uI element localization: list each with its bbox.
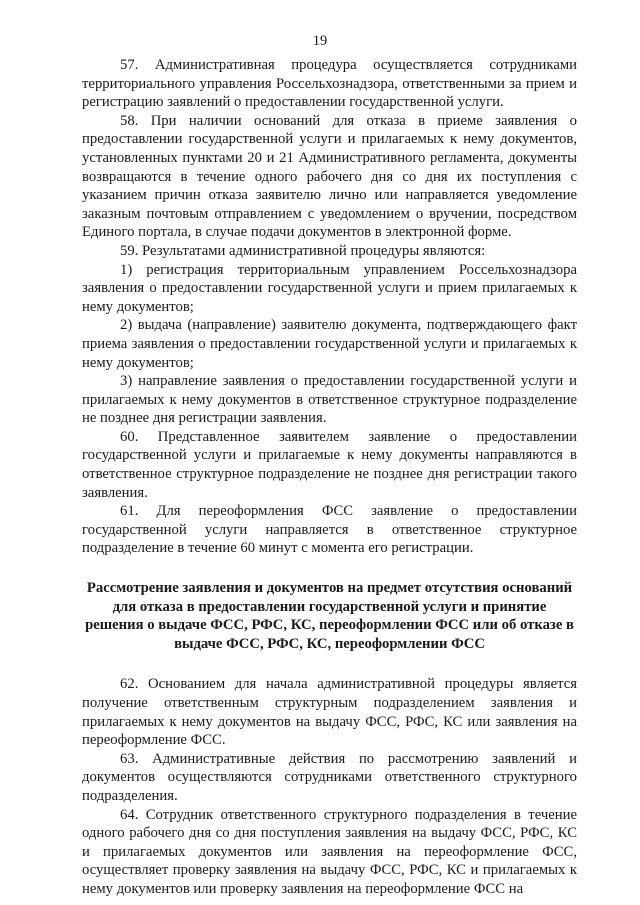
paragraph-64: 64. Сотрудник ответственного структурного подразделения в течение одного рабочего дня со дня поступления заявления на выдачу ФСС, РФС, КС и прилагаемых документов или заявления на переоформление ФСС, осуществляет проверку заявления на выдачу ФСС, РФС, КС и прилагаемых к нему документов или проверку заявления на переоформление ФСС на xyxy=(82,806,577,897)
paragraph-59-item-3: 3) направление заявления о предоставлении государственной услуги и прилагаемых к нему документов в ответственное структурное подразделение не позднее дня регистрации заявления. xyxy=(82,373,577,427)
paragraph-63: 63. Административные действия по рассмотрению заявлений и документов осуществляются сотрудниками ответственного структурного подразделения. xyxy=(82,750,577,804)
paragraph-57: 57. Административная процедура осуществляется сотрудниками территориального управления Россельхознадзора, ответственными за прием и регистрацию заявлений о предоставлении государственной услуги. xyxy=(82,57,577,111)
paragraph-58: 58. При наличии оснований для отказа в приеме заявления о предоставлении государственной услуги и прилагаемых к нему документов, установленных пунктами 20 и 21 Административного регламента, документы возвращаются в течение одного рабочего дня со дня их поступления с указанием причин отказа заявителю лично или направляется уведомление заказным почтовым отправлением с уведомлением о вручении, посредством Единого портала, в случае подачи документов в электронной форме. xyxy=(82,112,577,241)
paragraph-59-item-2: 2) выдача (направление) заявителю документа, подтверждающего факт приема заявления о предоставлении государственной услуги и прилагаемых к нему документов; xyxy=(82,317,577,371)
paragraph-60: 60. Представленное заявителем заявление о предоставлении государственной услуги и прилагаемые к нему документы направляются в ответственное структурное подразделение не позднее дня регистрации такого заявления. xyxy=(82,428,577,501)
paragraph-59-item-1: 1) регистрация территориальным управлением Россельхознадзора заявления о предоставлении государственной услуги и прием прилагаемых к нему документов; xyxy=(82,261,577,315)
paragraph-59: 59. Результатами административной процедуры являются: xyxy=(120,242,486,259)
page-number: 19 xyxy=(312,33,328,49)
paragraph-62: 62. Основанием для начала административной процедуры является получение ответственным структурным подразделением заявления и прилагаемых к нему документов на выдачу ФСС, РФС, КС или заявления на переоформление ФСС. xyxy=(82,676,577,749)
document-body xyxy=(82,56,577,899)
section-heading: Рассмотрение заявления и документов на предмет отсутствия оснований для отказа в предоставлении государственной услуги и принятие решения о выдаче ФСС, РФС, КС, переоформлении ФСС или об отказе в выдаче ФСС, РФС, КС, переоформлении ФСС xyxy=(85,580,574,652)
paragraph-61: 61. Для переоформления ФСС заявление о предоставлении государственной услуги направляется в ответственное структурное подразделение в течение 60 минут с момента его регистрации. xyxy=(82,503,577,557)
